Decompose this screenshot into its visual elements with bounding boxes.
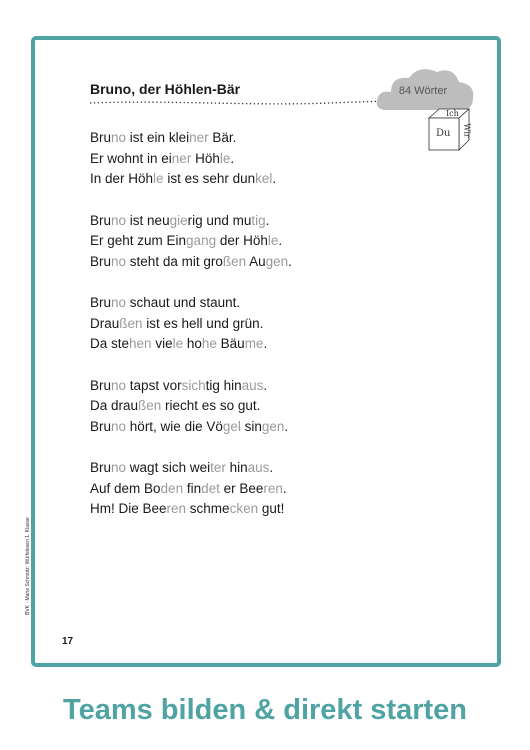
syllable-black: Bru	[90, 295, 112, 310]
syllable-gray: no	[111, 295, 127, 310]
story-line	[90, 149, 420, 170]
syllable-gray: no	[111, 130, 127, 145]
syllable-gray: le	[219, 150, 231, 166]
syllable-black: .	[284, 418, 289, 434]
syllable-black: vie	[151, 336, 173, 351]
syllable-gray: ren	[166, 501, 187, 516]
syllable-black: Bru	[90, 377, 112, 393]
story-line	[90, 396, 420, 417]
syllable-black: Er wohnt in ei	[90, 150, 172, 166]
syllable-black: hin	[225, 460, 248, 475]
stanza	[90, 293, 420, 355]
publisher-credit: BVK · Maria Schmotz: Würfelesen 1. Klasse	[25, 517, 31, 615]
syllable-black: hört, wie die Vö	[126, 418, 223, 434]
syllable-black: ist es hell und grün.	[142, 315, 264, 331]
syllable-black: sin	[240, 418, 262, 434]
syllable-gray: he	[201, 336, 217, 351]
syllable-black: .	[278, 233, 283, 248]
syllable-gray: aus	[247, 460, 270, 475]
syllable-black: rig und mu	[187, 212, 252, 228]
story-line	[90, 231, 420, 252]
story-line	[90, 334, 420, 355]
syllable-gray: no	[111, 418, 127, 434]
syllable-black: fin	[183, 480, 202, 496]
syllable-black: tapst vor	[126, 377, 182, 393]
syllable-gray: det	[201, 480, 220, 496]
syllable-black: Er geht zum Ein	[90, 233, 187, 248]
syllable-black: Höh	[191, 150, 220, 166]
word-count-label: 84 Wörter	[398, 85, 448, 97]
syllable-black: Drau	[90, 315, 120, 331]
story-line	[90, 293, 420, 314]
story-line	[90, 169, 420, 190]
syllable-black: Hm! Die Bee	[90, 501, 167, 516]
story-title: Bruno, der Höhlen-Bär	[90, 81, 241, 97]
story-line	[90, 376, 420, 397]
syllable-black: .	[282, 480, 287, 496]
syllable-gray: gel	[222, 418, 241, 434]
story-line	[90, 499, 420, 520]
worksheet-card	[25, 36, 501, 667]
syllable-gray: ßen	[119, 315, 143, 331]
syllable-gray: no	[111, 253, 127, 269]
syllable-black: tig hin	[205, 377, 242, 393]
story-line	[90, 314, 420, 335]
syllable-black: riecht es so gut.	[161, 398, 261, 413]
syllable-black: Da drau	[90, 398, 139, 413]
syllable-black: schaut und staunt.	[126, 295, 241, 310]
syllable-gray: hen	[129, 336, 152, 351]
promo-banner: Teams bilden & direkt starten	[63, 694, 467, 726]
syllable-black: Bru	[90, 418, 112, 434]
syllable-black: Bru	[90, 253, 112, 269]
syllable-gray: ter	[210, 460, 226, 475]
stanza	[90, 376, 420, 438]
syllable-black: .	[265, 212, 270, 228]
syllable-black: .	[288, 253, 292, 269]
syllable-black: Bär.	[208, 130, 237, 145]
syllable-gray: me	[244, 336, 264, 351]
syllable-black: .	[272, 171, 277, 186]
syllable-black: er Bee	[219, 480, 264, 496]
syllable-gray: gen	[261, 418, 285, 434]
syllable-black: gut!	[258, 501, 285, 516]
syllable-gray: ner	[189, 130, 209, 145]
syllable-gray: sich	[181, 377, 206, 393]
syllable-black: Bäu	[216, 336, 245, 351]
syllable-black: .	[230, 150, 235, 166]
syllable-gray: den	[160, 480, 184, 496]
dice-label-top: Ich	[446, 109, 459, 118]
dice-label-side: Wir	[462, 123, 472, 138]
story-line	[90, 128, 420, 149]
syllable-gray: no	[111, 212, 127, 228]
syllable-gray: le	[153, 171, 164, 186]
syllable-black: Auf dem Bo	[90, 480, 161, 496]
syllable-gray: gang	[186, 233, 217, 248]
story-line	[90, 479, 420, 500]
syllable-black: Bru	[90, 212, 112, 228]
syllable-black: der Höh	[216, 233, 268, 248]
story-text	[90, 128, 420, 541]
syllable-black: schme	[186, 501, 230, 516]
syllable-black: steht da mit gro	[126, 253, 223, 269]
story-line	[90, 252, 420, 273]
syllable-gray: cken	[229, 501, 259, 516]
syllable-black: Da ste	[90, 336, 130, 351]
syllable-black: .	[269, 460, 274, 475]
syllable-black: Bru	[90, 460, 112, 475]
syllable-gray: no	[111, 377, 127, 393]
syllable-black: ist ein klei	[126, 130, 190, 145]
syllable-gray: aus	[241, 377, 264, 393]
syllable-black: Bru	[90, 130, 112, 145]
syllable-gray: ßen	[138, 398, 162, 413]
syllable-black: ho	[183, 336, 202, 351]
syllable-gray: gen	[265, 253, 289, 269]
syllable-black: .	[263, 336, 268, 351]
story-line	[90, 417, 420, 438]
syllable-black: ist neu	[126, 212, 170, 228]
syllable-black: ist es sehr dun	[163, 171, 256, 186]
stanza	[90, 211, 420, 273]
syllable-gray: ßen	[222, 253, 247, 269]
syllable-gray: ren	[263, 480, 283, 496]
syllable-black: Au	[246, 253, 266, 269]
story-line	[90, 211, 420, 232]
stanza	[90, 458, 420, 520]
syllable-gray: ner	[171, 150, 192, 166]
syllable-gray: le	[267, 233, 279, 248]
title-dotted-underline	[90, 100, 420, 106]
stanza	[90, 128, 420, 190]
syllable-gray: kel	[255, 171, 273, 186]
syllable-black: .	[263, 377, 268, 393]
story-line	[90, 458, 420, 479]
syllable-gray: le	[172, 336, 184, 351]
syllable-black: In der Höh	[90, 171, 154, 186]
syllable-gray: no	[111, 460, 127, 475]
syllable-black: wagt sich wei	[126, 460, 211, 475]
syllable-gray: gie	[169, 212, 188, 228]
dice-label-front: Du	[436, 128, 451, 139]
page-number: 17	[62, 636, 74, 647]
syllable-gray: tig	[251, 212, 266, 228]
